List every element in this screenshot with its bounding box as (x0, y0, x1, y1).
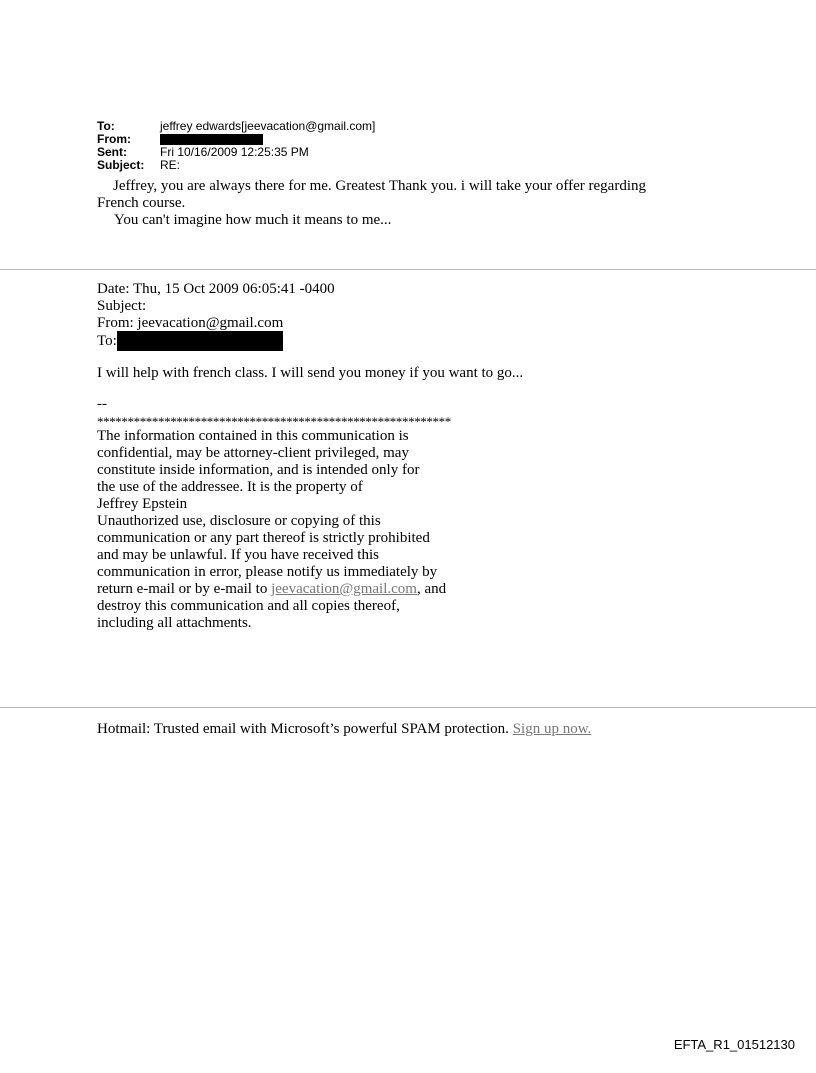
to-row (97, 120, 375, 133)
disclaimer-line: communication in error, please notify us immediately by (97, 564, 438, 580)
quoted-to: To: (97, 333, 117, 349)
disclaimer-line: and may be unlawful. If you have received this (97, 547, 379, 563)
disclaimer-text: , and (416, 581, 447, 597)
subject-value: RE: (160, 158, 181, 172)
disclaimer-line (97, 581, 446, 598)
from-label: From: (97, 132, 131, 146)
email-header (97, 120, 375, 172)
disclaimer-line: Jeffrey Epstein (97, 496, 188, 512)
reply-line-3: You can't imagine how much it means to me... (114, 212, 392, 228)
sent-value: Fri 10/16/2009 12:25:35 PM (160, 145, 309, 159)
quoted-body: I will help with french class. I will send you money if you want to go... (97, 365, 524, 381)
disclaimer-line: confidential, may be attorney-client privileged, may (97, 445, 409, 461)
to-label: To: (97, 119, 115, 133)
disclaimer-line: the use of the addressee. It is the property of (97, 479, 363, 495)
disclaimer-line: The information contained in this communication is (97, 428, 409, 444)
sent-label: Sent: (97, 145, 127, 159)
quoted-from: From: jeevacation@gmail.com (97, 315, 284, 331)
quoted-subject: Subject: (97, 298, 147, 314)
signature-dash: -- (97, 396, 107, 412)
disclaimer-line: constitute inside information, and is intended only for (97, 462, 420, 478)
hotmail-text: Hotmail: Trusted email with Microsoft’s powerful SPAM protection. (97, 721, 513, 737)
email-link[interactable]: jeevacation@gmail.com (271, 581, 417, 597)
to-value: jeffrey edwards[jeevacation@gmail.com] (160, 119, 376, 133)
disclaimer-line: Unauthorized use, disclosure or copying of this (97, 513, 381, 529)
quoted-date: Date: Thu, 15 Oct 2009 06:05:41 -0400 (97, 281, 335, 297)
divider (0, 707, 816, 708)
reply-line-1: Jeffrey, you are always there for me. Greatest Thank you. i will take your offer regarding (113, 178, 646, 194)
disclaimer-line: destroy this communication and all copies thereof, (97, 598, 400, 614)
subject-row (97, 159, 375, 172)
signature-stars: ********************************************************** (97, 414, 451, 429)
document-id: EFTA_R1_01512130 (673, 1037, 795, 1052)
hotmail-ad (97, 721, 591, 738)
disclaimer (97, 428, 446, 632)
disclaimer-text: return e-mail or by e-mail to (97, 581, 272, 597)
disclaimer-line: communication or any part thereof is strictly prohibited (97, 530, 430, 546)
reply-line-2: French course. (97, 195, 186, 211)
disclaimer-line: including all attachments. (97, 615, 252, 631)
quoted-to-row (97, 333, 283, 351)
redaction-box (160, 134, 263, 145)
redaction-box (117, 331, 283, 351)
sign-up-link[interactable]: Sign up now. (512, 721, 592, 737)
divider (0, 269, 816, 270)
subject-label: Subject: (97, 158, 145, 172)
